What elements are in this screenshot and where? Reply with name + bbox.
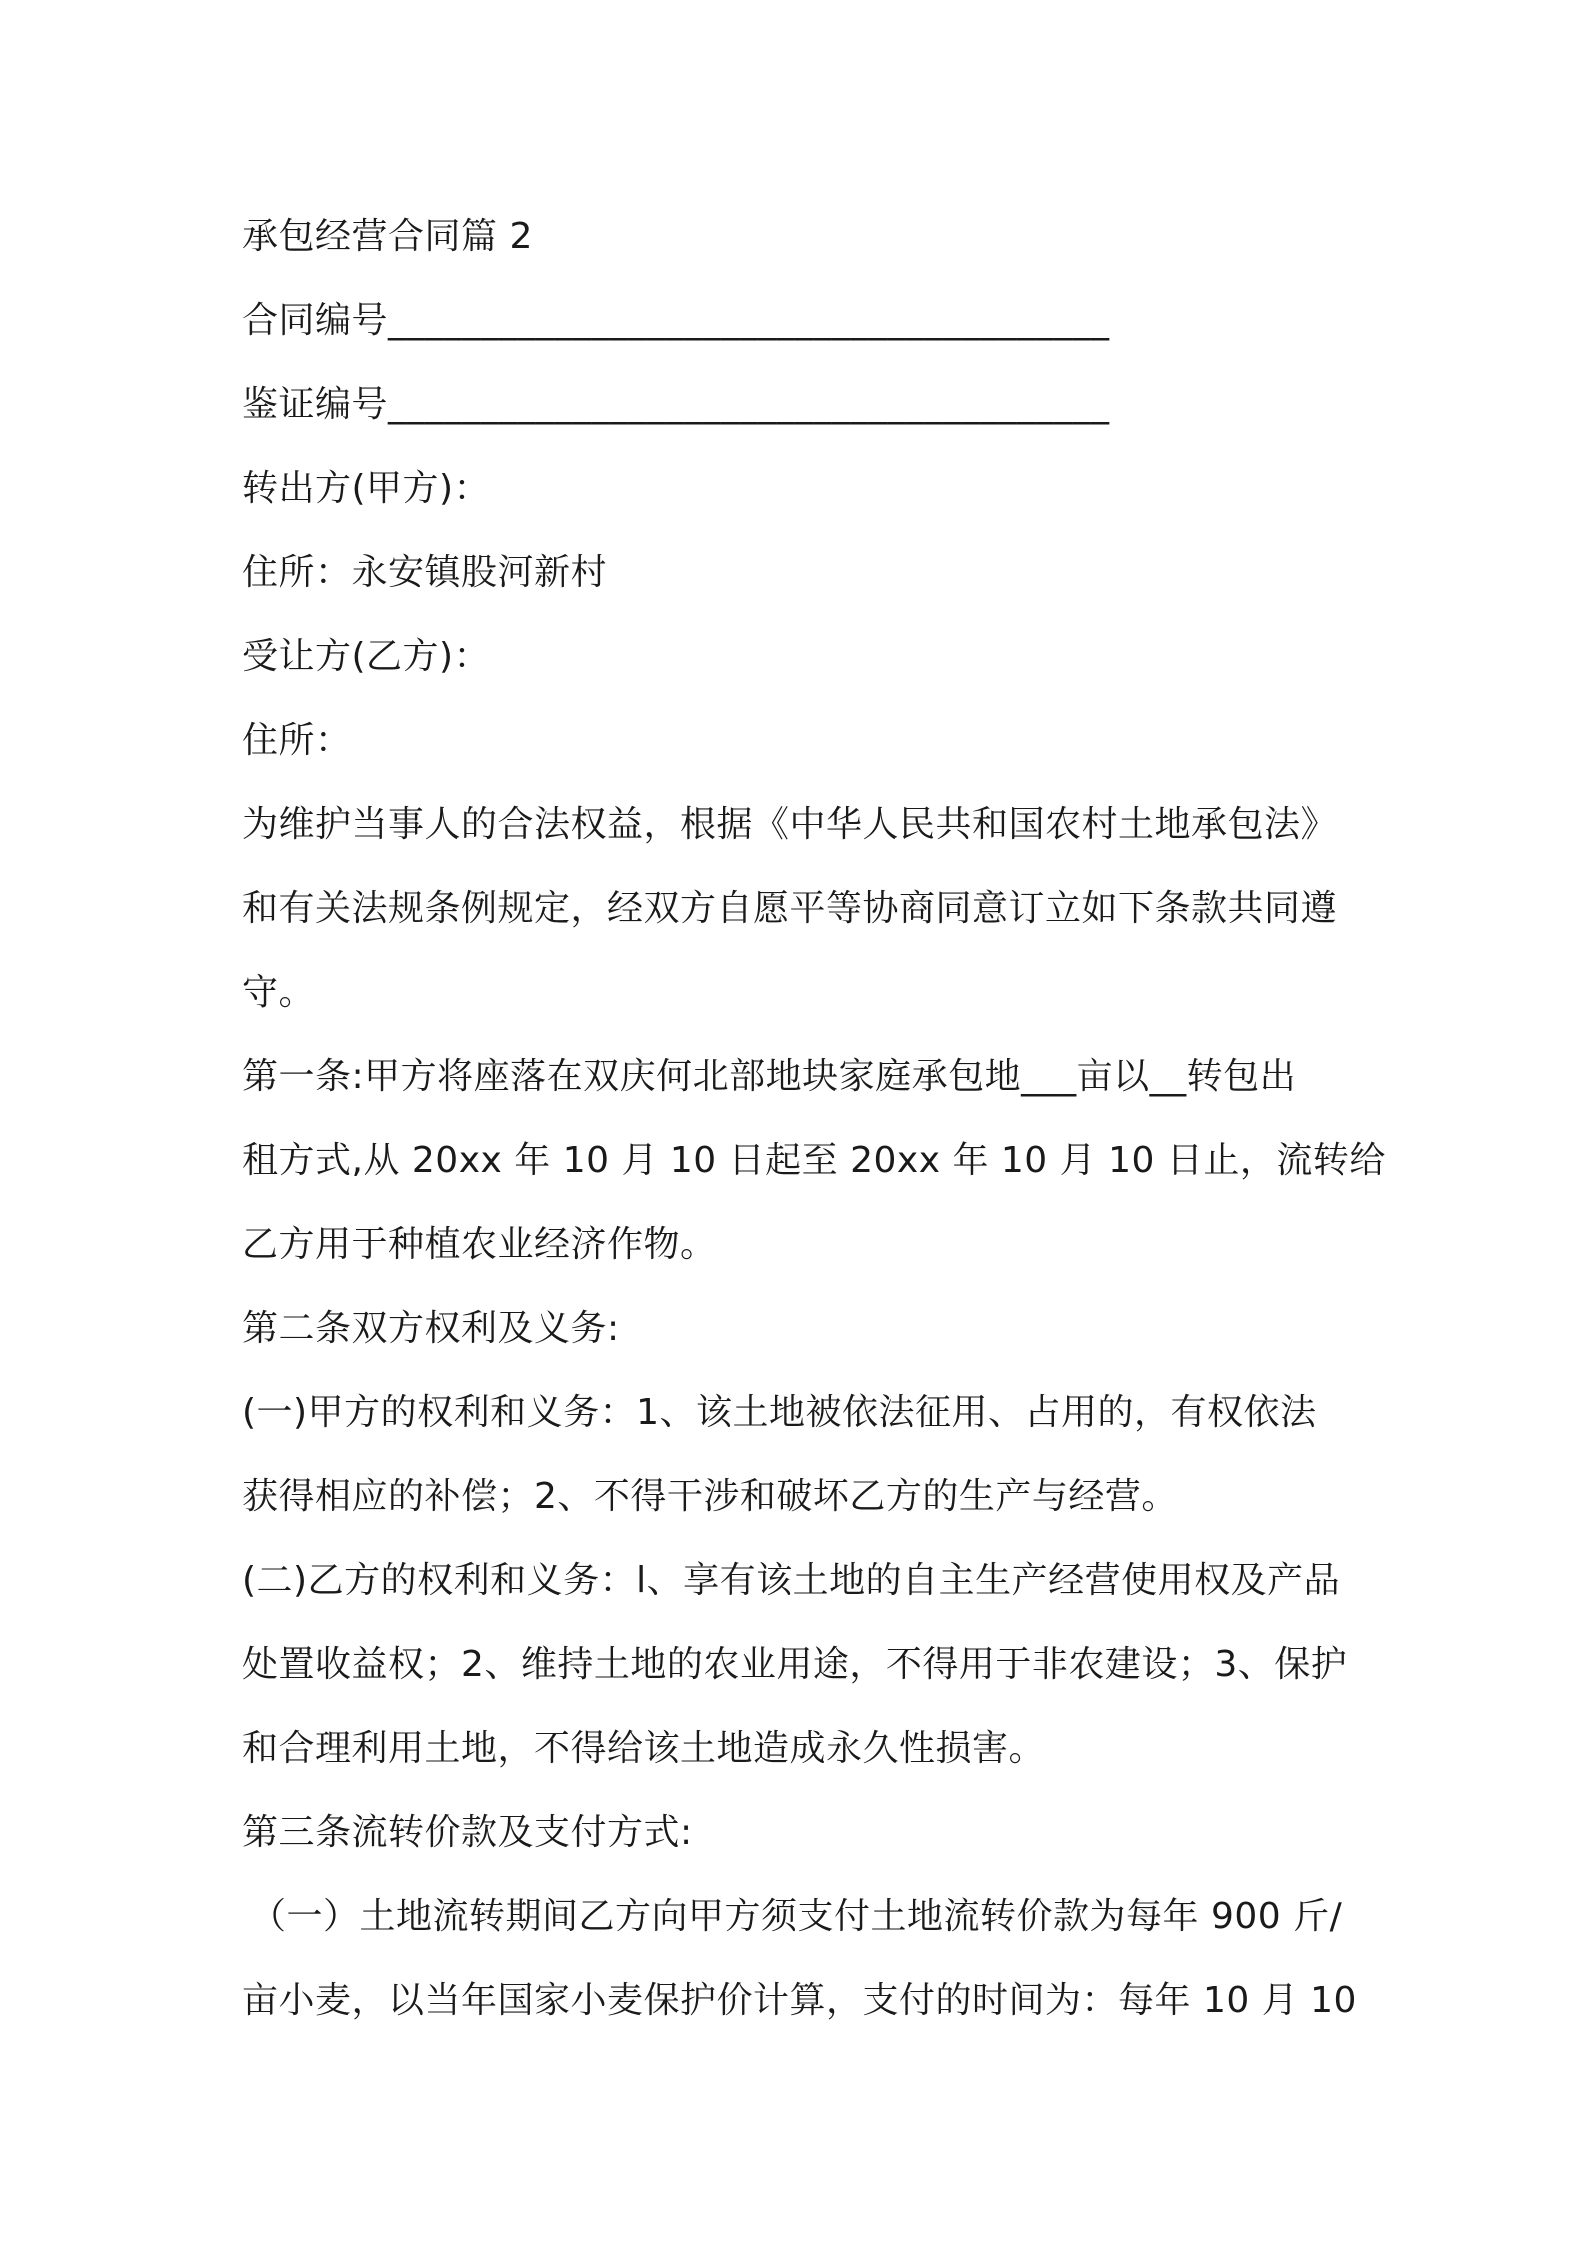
article-2-part-2-line-1: (二)乙方的权利和义务：l、享有该土地的自主生产经营使用权及产品 [242,1560,1341,1601]
party-b-address: 住所： [242,720,352,761]
article-3-heading: 第三条流转价款及支付方式: [242,1812,693,1853]
party-a-address: 住所：永安镇股河新村 [242,552,608,593]
party-a-label: 转出方(甲方)： [242,468,491,509]
preamble-line-1: 为维护当事人的合法权益，根据《中华人民共和国农村土地承包法》 [242,804,1338,845]
contract-number-field: 合同编号_______________________________________ [242,300,1110,341]
preamble-line-3: 守。 [242,972,316,1013]
article-2-part-1-line-1: (一)甲方的权利和义务：1、该土地被依法征用、占用的，有权依法 [242,1392,1317,1433]
document-title: 承包经营合同篇 2 [242,216,533,257]
document-body [242,195,1386,2043]
article-3-part-1-line-2: 亩小麦，以当年国家小麦保护价计算，支付的时间为：每年 10 月 10 [242,1980,1357,2021]
party-b-label: 受让方(乙方)： [242,636,491,677]
article-2-part-2-line-2: 处置收益权；2、维持土地的农业用途，不得用于非农建设；3、保护 [242,1644,1348,1685]
article-3-part-1-line-1: （一）土地流转期间乙方向甲方须支付土地流转价款为每年 900 斤/ [250,1896,1343,1937]
verification-number-field: 鉴证编号_______________________________________ [242,384,1110,425]
article-1-line-3: 乙方用于种植农业经济作物。 [242,1224,717,1265]
article-2-part-2-line-3: 和合理利用土地，不得给该土地造成永久性损害。 [242,1728,1046,1769]
article-2-part-1-line-2: 获得相应的补偿；2、不得干涉和破坏乙方的生产与经营。 [242,1476,1178,1517]
article-1-line-1: 第一条:甲方将座落在双庆何北部地块家庭承包地___亩以__转包出 [242,1056,1297,1097]
article-2-heading: 第二条双方权利及义务: [242,1308,620,1349]
preamble-line-2: 和有关法规条例规定，经双方自愿平等协商同意订立如下条款共同遵 [242,888,1338,929]
article-1-line-2: 租方式,从 20xx 年 10 月 10 日起至 20xx 年 10 月 10 日止，流转给 [242,1140,1386,1181]
